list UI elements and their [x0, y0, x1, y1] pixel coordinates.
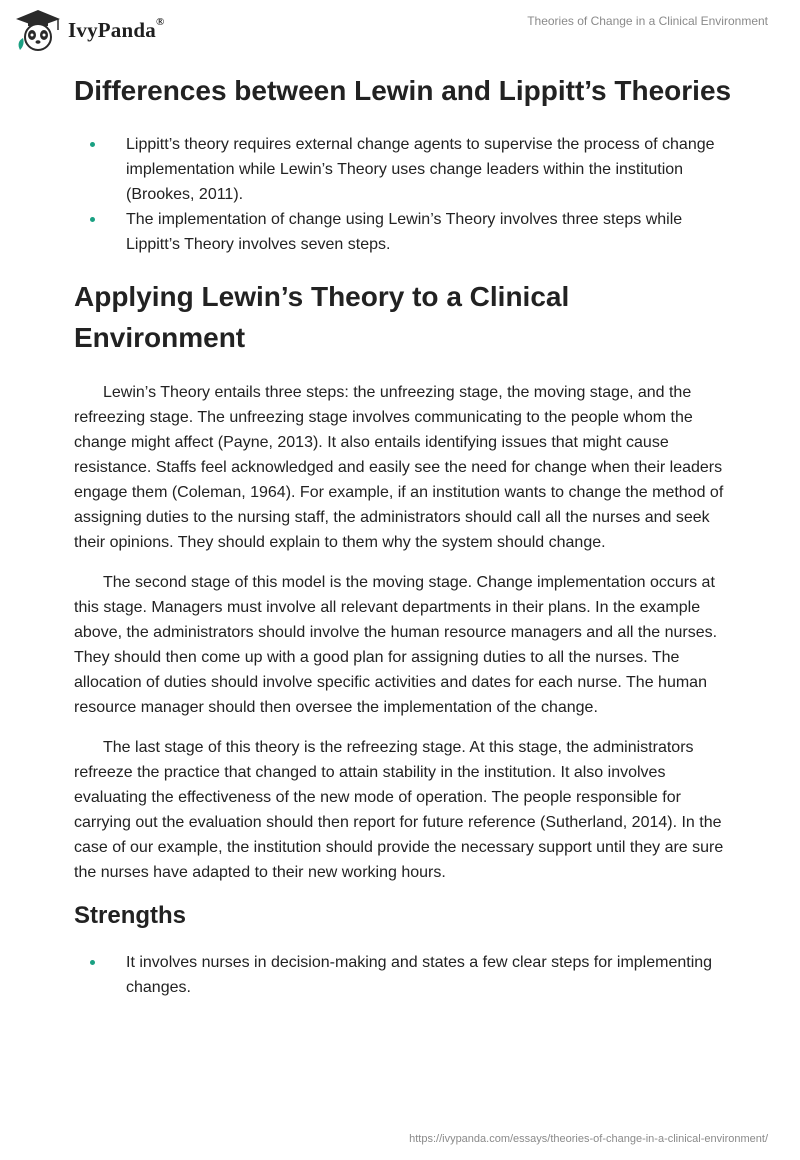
list-item: The implementation of change using Lewin’s Theory involves three steps while Lippitt’s Theory involves seven steps.	[74, 207, 734, 257]
heading-applying: Applying Lewin’s Theory to a Clinical Environment	[74, 281, 570, 353]
heading-differences: Differences between Lewin and Lippitt’s Theories	[74, 75, 732, 106]
ivypanda-logo[interactable]	[14, 8, 164, 52]
paragraph: The second stage of this model is the moving stage. Change implementation occurs at this stage. Managers must involve all relevant departments in their plans. In the example above, the administrators should involve the human resource managers and all the nurses. They should then come up with a good plan for assigning duties to all the nurses. The allocation of duties should involve specific activities and dates for each nurse. The human resource manager should then oversee the implementation of the change.	[74, 574, 718, 716]
bullet-dot	[90, 217, 95, 222]
document-title: Theories of Change in a Clinical Environment	[527, 14, 768, 28]
brand-name: IvyPanda®	[68, 15, 165, 42]
bullet-dot	[90, 960, 95, 965]
paragraph: The last stage of this theory is the refreezing stage. At this stage, the administrators refreeze the practice that changed to attain stability in the institution. It also involves evaluating the effectiveness of the new mode of operation. The people responsible for carrying out the evaluation should then report for future reference (Sutherland, 2014). In the case of our example, the institution should provide the necessary support until they are sure the nurses have adapted to their new working hours.	[74, 739, 724, 881]
bullet-dot	[90, 142, 95, 147]
list-item: Lippitt’s theory requires external change agents to supervise the process of change implementation while Lewin’s Theory uses change leaders within the institution (Brookes, 2011).	[74, 132, 734, 207]
strengths-list	[74, 950, 734, 1000]
paragraph: Lewin’s Theory entails three steps: the unfreezing stage, the moving stage, and the refreezing stage. The unfreezing stage involves communicating to the people whom the change might affect (Payne, 2013). It also entails identifying issues that might cause resistance. Staffs feel acknowledged and easily see the need for change when their leaders engage them (Coleman, 1964). For example, if an institution wants to change the method of assigning duties to the nursing staff, the administrators should call all the nurses and seek their opinions. They should explain to them why the system should change.	[74, 384, 724, 551]
heading-strengths: Strengths	[74, 902, 187, 929]
differences-list	[74, 132, 734, 257]
source-url[interactable]: https://ivypanda.com/essays/theories-of-change-in-a-clinical-environment/	[409, 1133, 768, 1145]
panda-graduate-icon	[14, 8, 62, 52]
page-header	[0, 0, 800, 60]
list-item: It involves nurses in decision-making and states a few clear steps for implementing changes.	[74, 950, 734, 1000]
article-body	[74, 70, 734, 1000]
